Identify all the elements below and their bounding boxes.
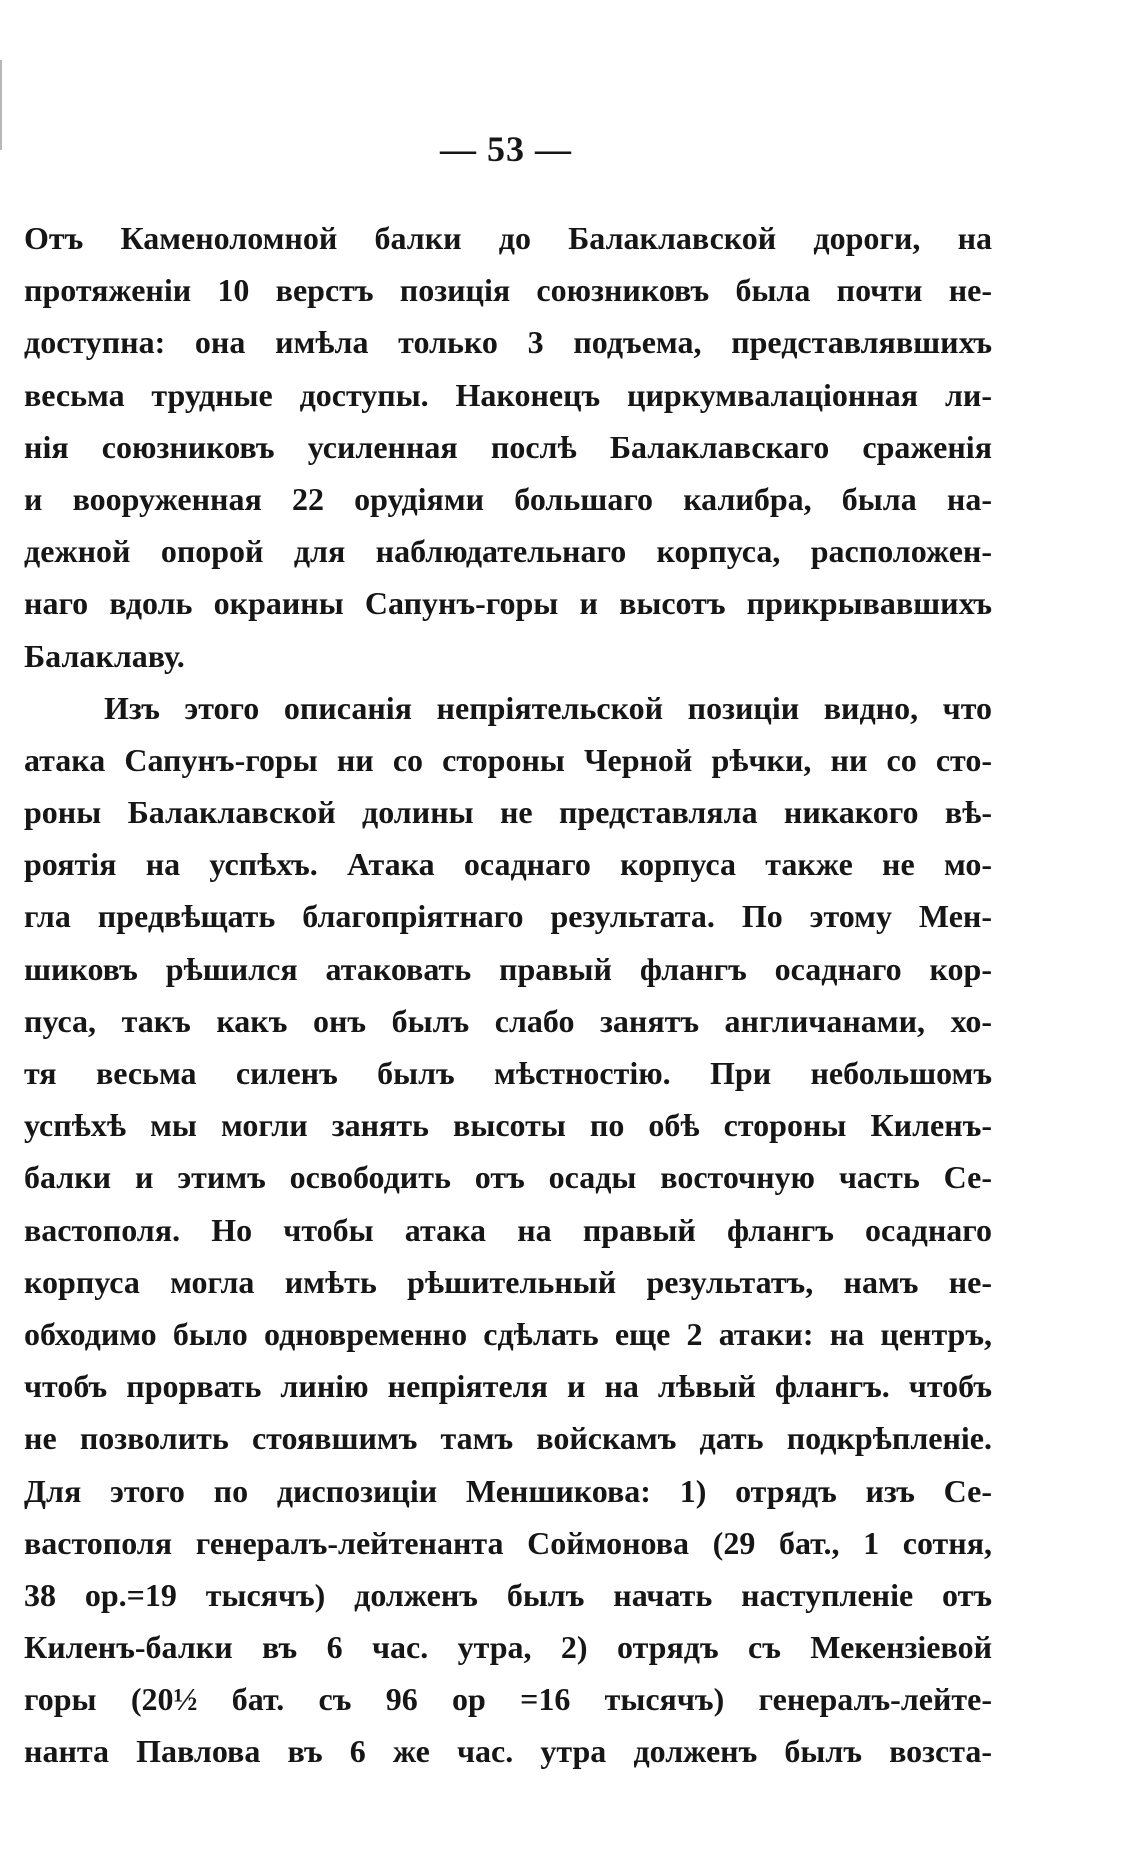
text-line: горы (20½ бат. съ 96 ор =16 тысячъ) генералъ-лейте- bbox=[24, 1681, 992, 1718]
text-line: пуса, такъ какъ онъ былъ слабо занятъ англичанами, хо- bbox=[24, 1002, 992, 1039]
text-line: чтобъ прорвать линію непріятеля и на лѣвый флангъ. чтобъ bbox=[24, 1368, 992, 1405]
text-line: Киленъ-балки въ 6 час. утра, 2) отрядъ съ Мекензіевой bbox=[24, 1629, 992, 1666]
body-text bbox=[24, 212, 992, 1778]
text-line: Отъ Каменоломной балки до Балаклавской дороги, на bbox=[24, 220, 992, 256]
text-line: шиковъ рѣшился атаковать правый флангъ осаднаго кор- bbox=[24, 950, 992, 987]
text-line: наго вдоль окраины Сапунъ-горы и высотъ прикрывавшихъ bbox=[24, 585, 992, 622]
text-line: вастополя генералъ-лейтенанта Соймонова (29 бат., 1 сотня, bbox=[24, 1524, 992, 1561]
text-line: обходимо было одновременно сдѣлать еще 2 атаки: на центръ, bbox=[24, 1315, 992, 1352]
text-line: Для этого по диспозиціи Меншикова: 1) отрядъ изъ Се- bbox=[24, 1472, 992, 1509]
text-line: и вооруженная 22 орудіями большаго калибра, была на- bbox=[24, 480, 992, 517]
text-line: балки и этимъ освободить отъ осады восточную часть Се- bbox=[24, 1159, 992, 1196]
page-number: — 53 — bbox=[440, 129, 572, 169]
paragraph-2 bbox=[24, 682, 992, 1778]
text-line: весьма трудные доступы. Наконецъ циркумвалаціонная ли- bbox=[24, 376, 992, 413]
text-line: Балаклаву. bbox=[24, 637, 185, 674]
text-line: тя весьма силенъ былъ мѣстностію. При небольшомъ bbox=[24, 1055, 992, 1091]
text-line: дежной опорой для наблюдательнаго корпуса, расположен- bbox=[24, 533, 992, 570]
text-line: доступна: она имѣла только 3 подъема, представлявшихъ bbox=[24, 324, 992, 361]
text-line: не позволить стоявшимъ тамъ войскамъ дать подкрѣпленіе. bbox=[24, 1420, 992, 1457]
text-line: корпуса могла имѣть рѣшительный результатъ, намъ не- bbox=[24, 1263, 992, 1300]
text-line: Изъ этого описанія непріятельской позиціи видно, что bbox=[104, 689, 992, 726]
text-line: роятія на успѣхъ. Атака осаднаго корпуса также не мо- bbox=[24, 846, 992, 883]
text-line: нанта Павлова въ 6 же час. утра долженъ былъ возста- bbox=[24, 1733, 992, 1770]
text-line: роны Балаклавской долины не представляла никакого вѣ- bbox=[24, 794, 992, 831]
text-line: 38 ор.=19 тысячъ) долженъ былъ начать наступленіе отъ bbox=[24, 1576, 992, 1613]
text-line: атака Сапунъ-горы ни со стороны Черной рѣчки, ни со сто- bbox=[24, 741, 992, 778]
text-line: нія союзниковъ усиленная послѣ Балаклавскаго сраженія bbox=[24, 428, 992, 465]
text-line: гла предвѣщать благопріятнаго результата. По этому Мен- bbox=[24, 898, 992, 935]
paragraph-1 bbox=[24, 212, 992, 682]
text-line: вастополя. Но чтобы атака на правый флангъ осаднаго bbox=[24, 1211, 992, 1248]
text-line: протяженіи 10 верстъ позиція союзниковъ была почти не- bbox=[24, 272, 992, 309]
text-line: успѣхѣ мы могли занять высоты по обѣ стороны Киленъ- bbox=[24, 1107, 992, 1144]
